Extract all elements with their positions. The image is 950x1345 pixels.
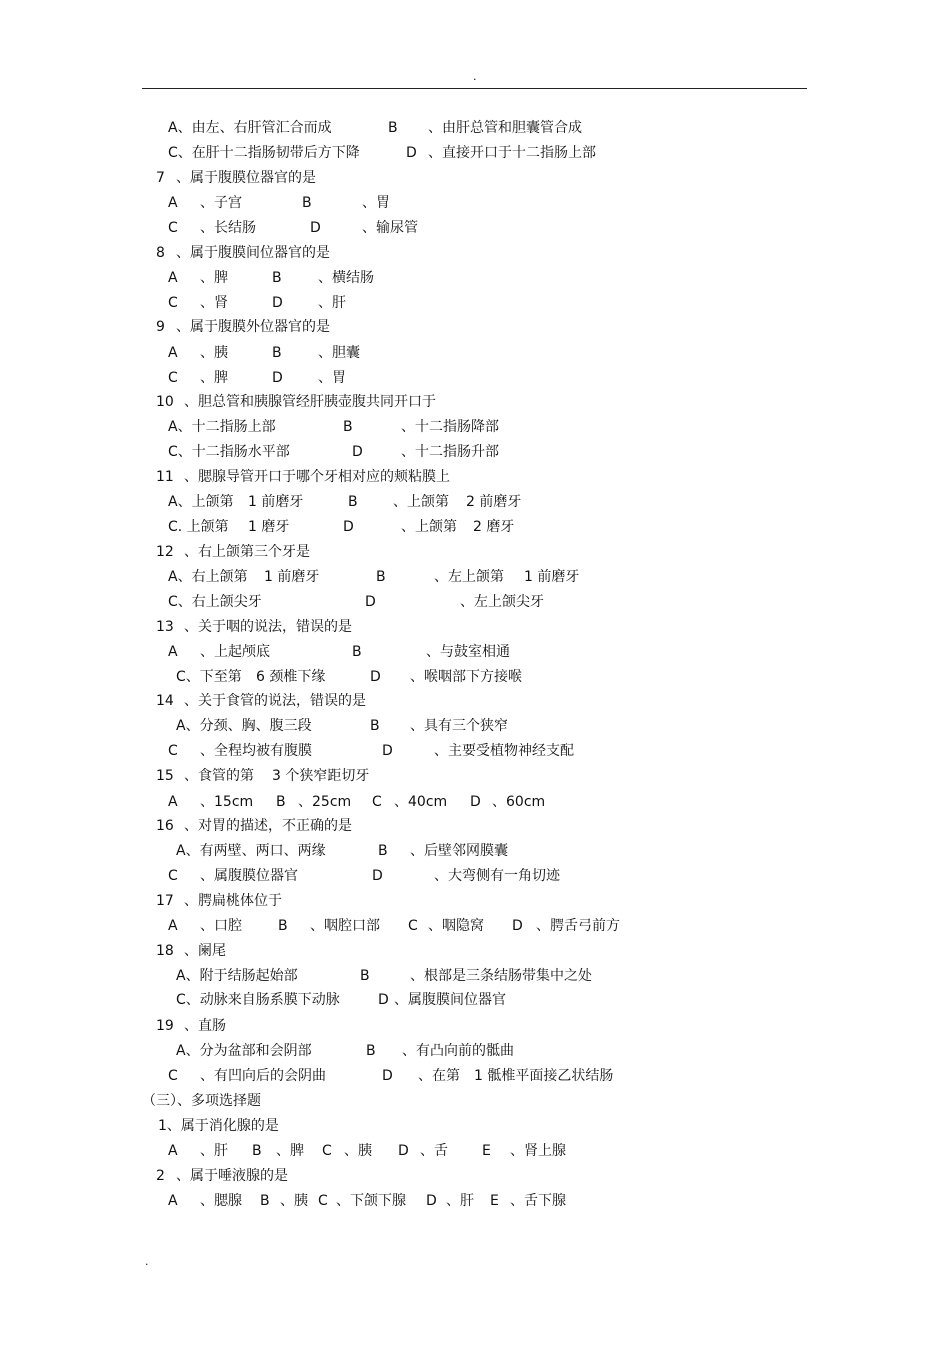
line-segment: 、腮腺 [200, 1193, 242, 1209]
line-segment: C、右上颌尖牙 [168, 594, 262, 610]
line-segment: 1 前磨牙 [248, 494, 304, 510]
line-segment: 、有凹向后的会阴曲 [200, 1068, 326, 1084]
line-segment: 、胃 [362, 195, 390, 211]
line-segment: D [370, 669, 381, 685]
line-segment: 、上颌第 [393, 494, 449, 510]
line-segment: 、腭扁桃体位于 [184, 893, 282, 909]
line-segment: B [272, 270, 282, 286]
line-segment: 12 [156, 544, 174, 560]
line-segment: 、下颌下腺 [336, 1193, 406, 1209]
line-segment: D [470, 794, 481, 810]
line-segment: 、60cm [492, 794, 546, 810]
line-segment: 、长结肠 [200, 220, 256, 236]
line-segment: E [490, 1193, 499, 1209]
line-segment: D [310, 220, 321, 236]
line-segment: 、脾 [200, 270, 228, 286]
line-segment: 、根部是三条结肠带集中之处 [410, 968, 592, 984]
line-segment: 、胰 [200, 345, 228, 361]
line-segment: C [168, 370, 178, 386]
header-mark: . [473, 70, 477, 83]
line-segment: A [168, 195, 178, 211]
line-segment: 、上颌第 [401, 519, 457, 535]
line-segment: 、属于唾液腺的是 [176, 1168, 288, 1184]
line-segment: 、十二指肠升部 [401, 444, 499, 460]
line-segment: 、肾 [200, 295, 228, 311]
line-segment: C、下至第 [176, 669, 242, 685]
line-segment: C [168, 220, 178, 236]
line-segment: A、十二指肠上部 [168, 419, 276, 435]
line-segment: A [168, 1143, 178, 1159]
line-segment: 、食管的第 [184, 768, 254, 784]
line-segment: 19 [156, 1018, 174, 1034]
line-segment: 、属于腹膜间位器官的是 [176, 245, 330, 261]
line-segment: 、肝 [318, 295, 346, 311]
line-segment: 1 磨牙 [248, 519, 290, 535]
line-segment: D [378, 992, 389, 1008]
line-segment: 、上起颅底 [200, 644, 270, 660]
line-segment: A [168, 794, 178, 810]
line-segment: 、后壁邻网膜囊 [410, 843, 508, 859]
line-segment: C. 上颌第 [168, 519, 229, 535]
line-segment: 、肾上腺 [510, 1143, 566, 1159]
line-segment: D [272, 370, 283, 386]
line-segment: A、上颌第 [168, 494, 234, 510]
line-segment: C、在肝十二指肠韧带后方下降 [168, 145, 360, 161]
line-segment: 、输尿管 [362, 220, 418, 236]
line-segment: D [272, 295, 283, 311]
line-segment: D [426, 1193, 437, 1209]
line-segment: C [408, 918, 418, 934]
line-segment: 、胰 [280, 1193, 308, 1209]
line-segment: 、全程均被有腹膜 [200, 743, 312, 759]
line-segment: A [168, 1193, 178, 1209]
line-segment: 、40cm [394, 794, 448, 810]
line-segment: 、肝 [200, 1143, 228, 1159]
line-segment: 、左上颌第 [434, 569, 504, 585]
line-segment: C [168, 868, 178, 884]
line-segment: B [260, 1193, 270, 1209]
line-segment: 、关于咽的说法，错误的是 [184, 619, 352, 635]
line-segment: 16 [156, 818, 174, 834]
line-segment: 、脾 [200, 370, 228, 386]
line-segment: 1 前磨牙 [524, 569, 580, 585]
line-segment: B [348, 494, 358, 510]
line-segment: 2 [156, 1168, 165, 1184]
line-segment: 8 [156, 245, 165, 261]
line-segment: D [352, 444, 363, 460]
line-segment: 、有凸向前的骶曲 [402, 1043, 514, 1059]
line-segment: 、右上颌第三个牙是 [184, 544, 310, 560]
line-segment: 、由肝总管和胆囊管合成 [428, 120, 582, 136]
line-segment: 11 [156, 469, 174, 485]
line-segment: B [388, 120, 398, 136]
line-segment: B [252, 1143, 262, 1159]
line-segment: 18 [156, 943, 174, 959]
line-segment: E [482, 1143, 491, 1159]
line-segment: C [318, 1193, 328, 1209]
line-segment: B [378, 843, 388, 859]
line-segment: C、动脉来自肠系膜下动脉 [176, 992, 340, 1008]
line-segment: A [168, 270, 178, 286]
line-segment: 、属于腹膜位器官的是 [176, 170, 316, 186]
line-segment: 、胃 [318, 370, 346, 386]
line-segment: A、分颈、胸、腹三段 [176, 718, 312, 734]
line-segment: 17 [156, 893, 174, 909]
line-segment: 15 [156, 768, 174, 784]
line-segment: D [365, 594, 376, 610]
line-segment: A、右上颌第 [168, 569, 248, 585]
line-segment: A、由左、右肝管汇合而成 [168, 120, 332, 136]
line-segment: 13 [156, 619, 174, 635]
line-segment: 、关于食管的说法，错误的是 [184, 693, 366, 709]
line-segment: D [343, 519, 354, 535]
line-segment: 、大弯侧有一角切迹 [434, 868, 560, 884]
line-segment: 、口腔 [200, 918, 242, 934]
line-segment: 、舌 [420, 1143, 448, 1159]
line-segment: 1 前磨牙 [264, 569, 320, 585]
line-segment: B [343, 419, 353, 435]
line-segment: 、脾 [276, 1143, 304, 1159]
line-segment: D [512, 918, 523, 934]
line-segment: C [168, 1068, 178, 1084]
line-segment: 、具有三个狭窄 [410, 718, 508, 734]
line-segment: C [168, 743, 178, 759]
line-segment: 、腮腺导管开口于哪个牙相对应的颊粘膜上 [184, 469, 450, 485]
line-segment: A、分为盆部和会阴部 [176, 1043, 312, 1059]
line-segment: 3 个狭窄距切牙 [272, 768, 370, 784]
line-segment: 、属于腹膜外位器官的是 [176, 319, 330, 335]
line-segment: 、属腹膜间位器官 [394, 992, 506, 1008]
line-segment: 、舌下腺 [510, 1193, 566, 1209]
line-segment: B [352, 644, 362, 660]
line-segment: D [398, 1143, 409, 1159]
line-segment: 、对胃的描述，不正确的是 [184, 818, 352, 834]
line-segment: 、与鼓室相通 [426, 644, 510, 660]
line-segment: A [168, 644, 178, 660]
line-segment: D [372, 868, 383, 884]
line-segment: 1、属于消化腺的是 [158, 1118, 279, 1134]
line-segment: C [372, 794, 382, 810]
line-segment: D [406, 145, 417, 161]
line-segment: A、附于结肠起始部 [176, 968, 298, 984]
line-segment: B [278, 918, 288, 934]
footer-mark: . [145, 1255, 149, 1268]
line-segment: 、胆总管和胰腺管经肝胰壶腹共同开口于 [184, 394, 436, 410]
line-segment: 1 骶椎平面接乙状结肠 [474, 1068, 614, 1084]
line-segment: B [272, 345, 282, 361]
line-segment: 、横结肠 [318, 270, 374, 286]
line-segment: B [366, 1043, 376, 1059]
line-segment: B [376, 569, 386, 585]
line-segment: 、十二指肠降部 [401, 419, 499, 435]
line-segment: D [382, 1068, 393, 1084]
line-segment: 、主要受植物神经支配 [434, 743, 574, 759]
line-segment: C [322, 1143, 332, 1159]
line-segment: 、属腹膜位器官 [200, 868, 298, 884]
line-segment: 6 颈椎下缘 [256, 669, 326, 685]
line-segment: 、子宫 [200, 195, 242, 211]
line-segment: 、胆囊 [318, 345, 360, 361]
line-segment: B [360, 968, 370, 984]
line-segment: A、有两壁、两口、两缘 [176, 843, 326, 859]
line-segment: 、在第 [418, 1068, 460, 1084]
line-segment: B [370, 718, 380, 734]
line-segment: B [276, 794, 286, 810]
line-segment: 、左上颌尖牙 [460, 594, 544, 610]
line-segment: 、肝 [446, 1193, 474, 1209]
line-segment: A [168, 918, 178, 934]
line-segment: 、喉咽部下方接喉 [410, 669, 522, 685]
line-segment: 9 [156, 319, 165, 335]
line-segment: 、咽腔口部 [310, 918, 380, 934]
header-rule [142, 88, 807, 89]
line-segment: A [168, 345, 178, 361]
line-segment: C、十二指肠水平部 [168, 444, 290, 460]
line-segment: 、直接开口于十二指肠上部 [428, 145, 596, 161]
line-segment: D [382, 743, 393, 759]
line-segment: 、胰 [344, 1143, 372, 1159]
line-segment: 、腭舌弓前方 [536, 918, 620, 934]
line-segment: 、阑尾 [184, 943, 226, 959]
line-segment: 2 前磨牙 [466, 494, 522, 510]
line-segment: 、直肠 [184, 1018, 226, 1034]
line-segment: 7 [156, 170, 165, 186]
line-segment: 、15cm [200, 794, 254, 810]
line-segment: 2 磨牙 [473, 519, 515, 535]
line-segment: 、咽隐窝 [428, 918, 484, 934]
line-segment: C [168, 295, 178, 311]
line-segment: 10 [156, 394, 174, 410]
line-segment: （三）、多项选择题 [142, 1093, 261, 1109]
line-segment: B [302, 195, 312, 211]
line-segment: 14 [156, 693, 174, 709]
line-segment: 、25cm [298, 794, 352, 810]
